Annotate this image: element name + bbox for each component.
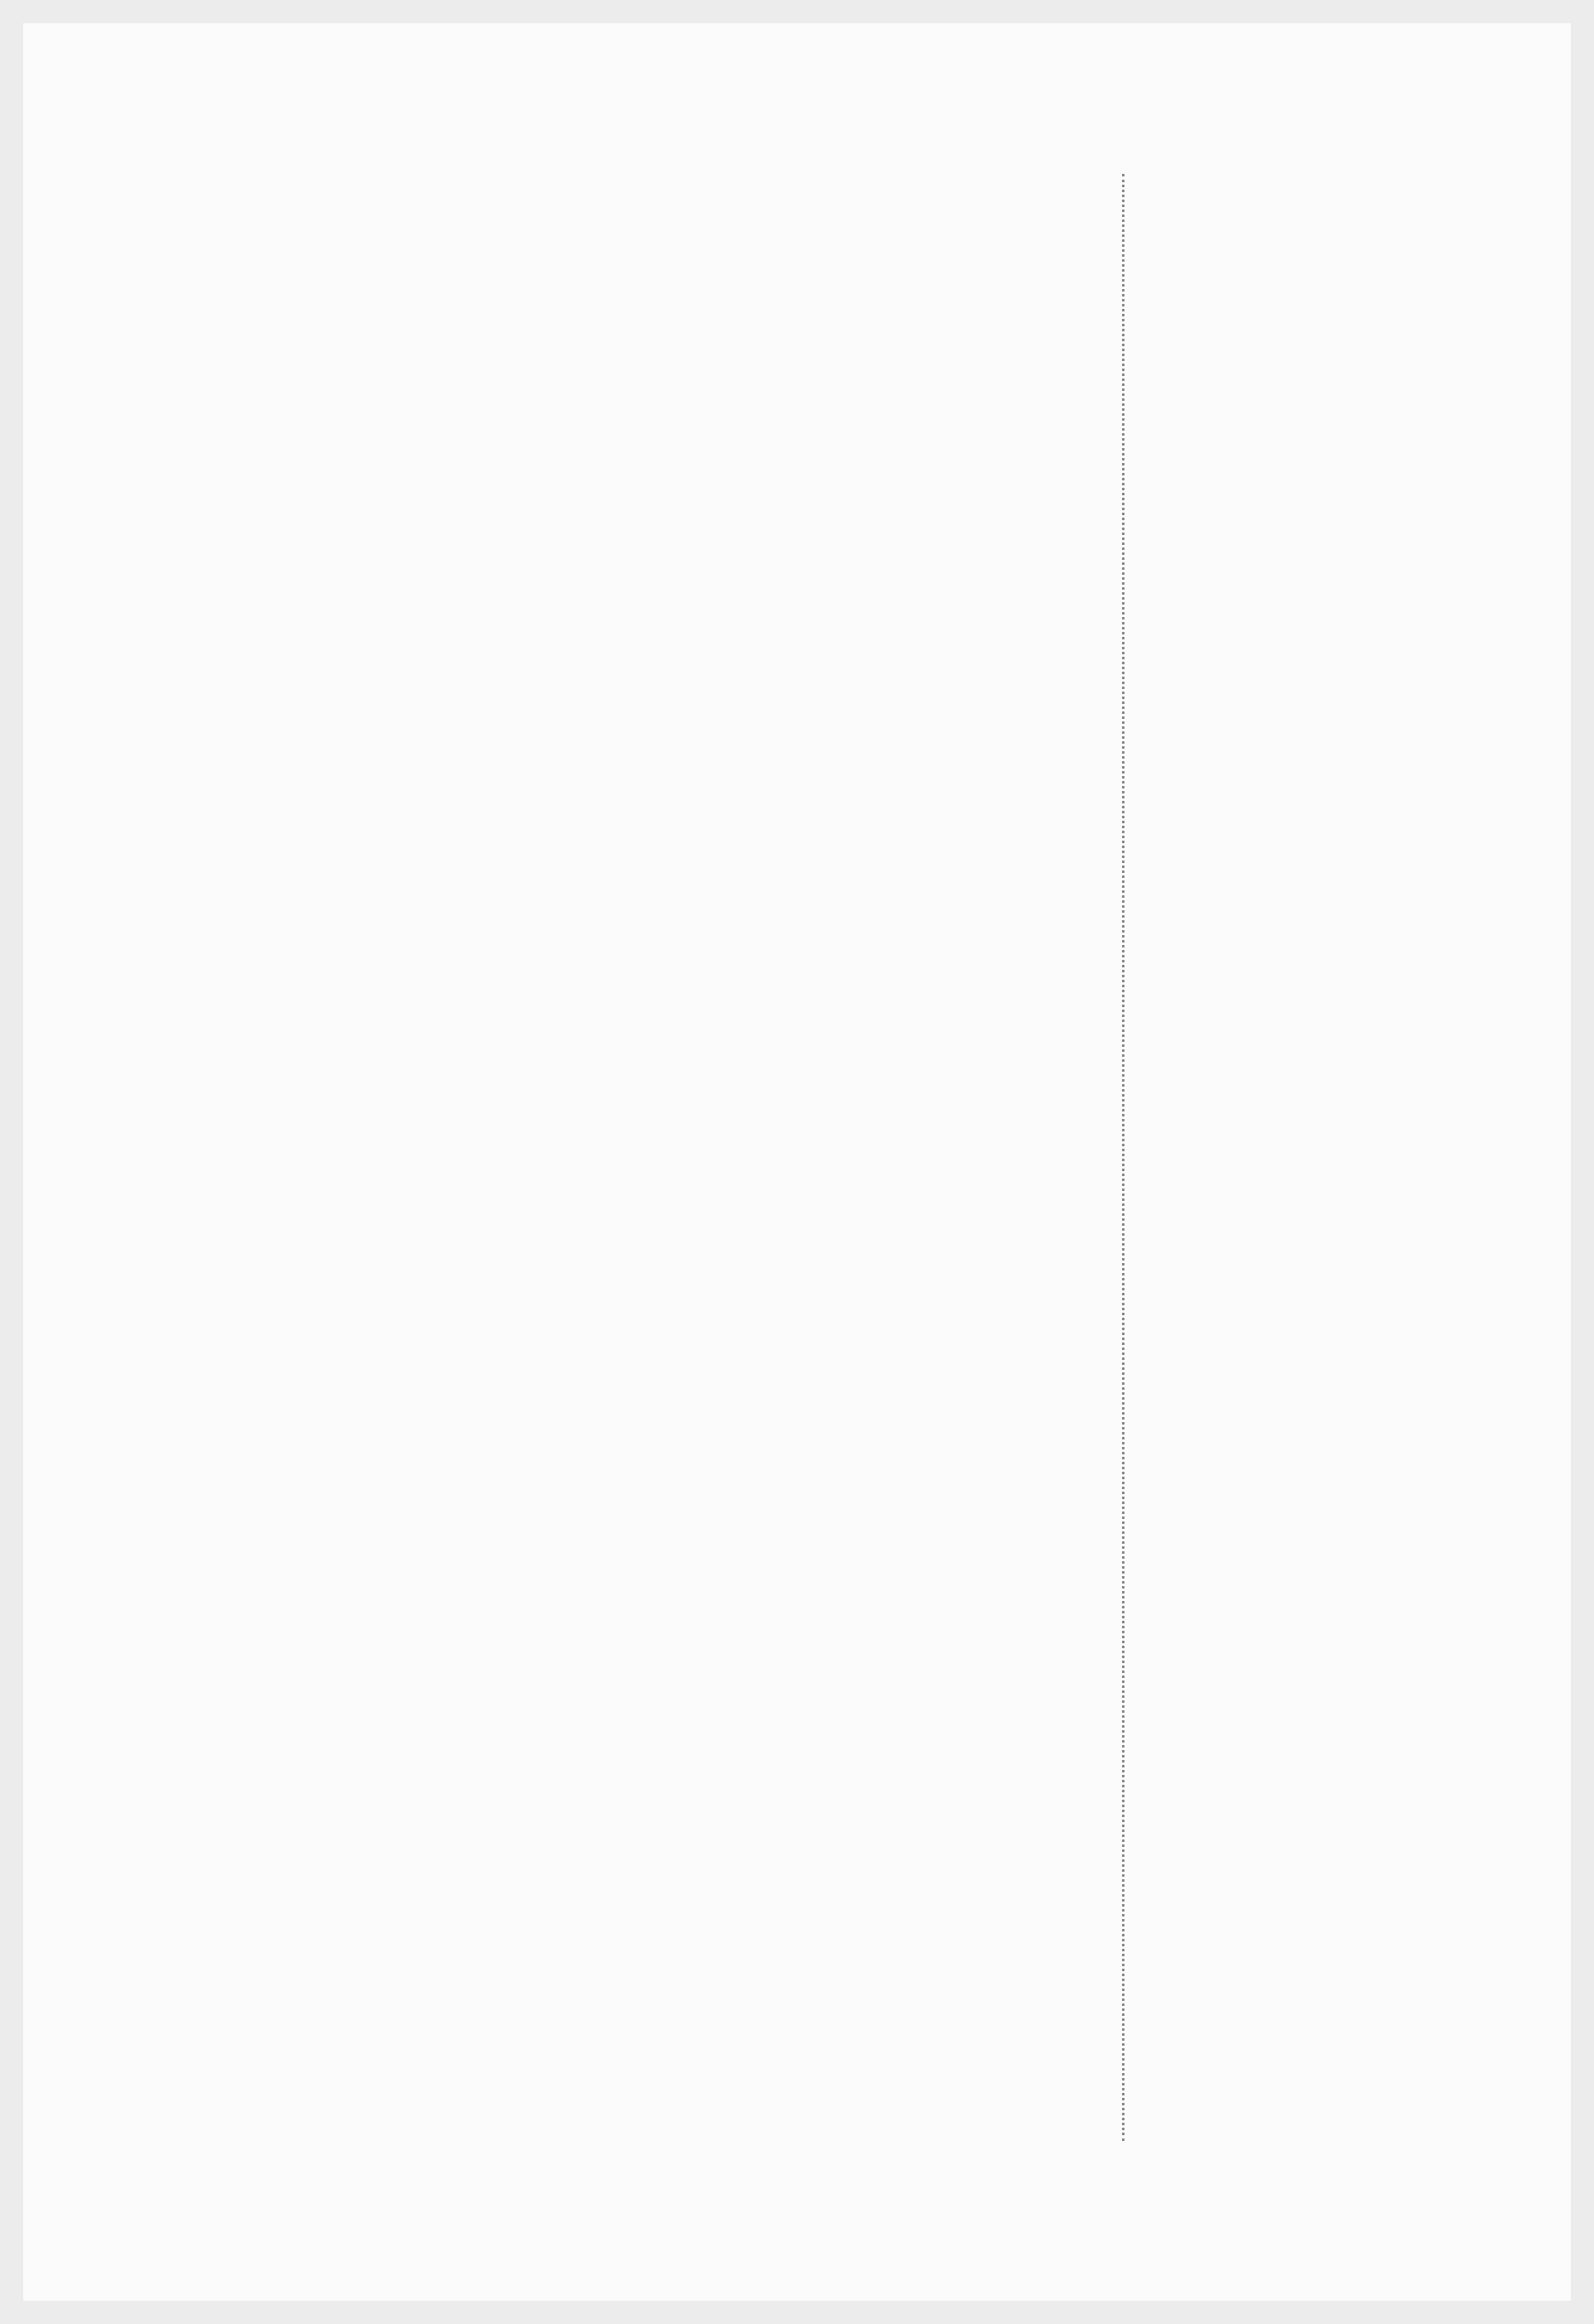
column-divider [1122,174,1124,2141]
page-header [1404,96,1437,133]
page [23,23,1571,2301]
